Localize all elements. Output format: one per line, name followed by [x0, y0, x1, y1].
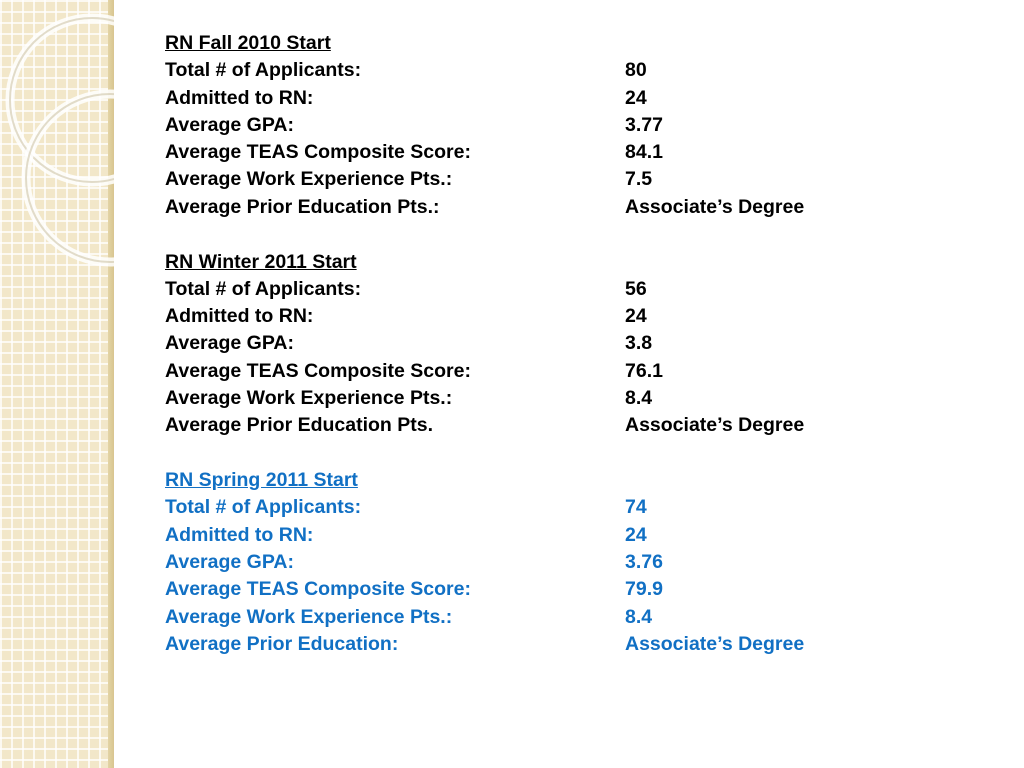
section-rn-spring-2011	[165, 467, 925, 658]
slide-content	[165, 30, 925, 686]
stat-label: Average Prior Education Pts.	[165, 414, 434, 437]
stat-row-prior-education	[165, 631, 925, 658]
stat-row-prior-education	[165, 412, 925, 439]
stat-row-admitted	[165, 85, 925, 112]
stat-row-teas	[165, 576, 925, 603]
stat-value: 80	[625, 59, 647, 82]
stat-value: 56	[625, 277, 647, 300]
stat-label: Average Work Experience Pts.:	[165, 168, 453, 191]
stat-value: 3.77	[625, 113, 663, 136]
stat-label: Average Prior Education Pts.:	[165, 195, 440, 218]
decorative-side-panel	[0, 0, 114, 768]
stat-label: Average GPA:	[165, 113, 294, 136]
stat-label: Total # of Applicants:	[165, 496, 362, 519]
section-title: RN Fall 2010 Start	[165, 32, 331, 54]
stat-label: Admitted to RN:	[165, 305, 314, 328]
stat-row-applicants	[165, 494, 925, 521]
stat-value: 76.1	[625, 359, 663, 382]
stat-label: Average GPA:	[165, 551, 294, 574]
stat-value: 8.4	[625, 387, 653, 410]
stat-label: Average Prior Education:	[165, 632, 399, 655]
stat-row-admitted	[165, 522, 925, 549]
section-title: RN Spring 2011 Start	[165, 469, 358, 492]
stat-label: Average GPA:	[165, 332, 294, 355]
stat-label: Average TEAS Composite Score:	[165, 141, 471, 164]
stat-row-gpa	[165, 549, 925, 576]
stat-value: Associate’s Degree	[625, 195, 805, 218]
stat-label: Admitted to RN:	[165, 86, 314, 109]
section-rn-fall-2010	[165, 30, 925, 221]
stat-row-admitted	[165, 303, 925, 330]
stat-value: 24	[625, 86, 647, 109]
stat-value: 84.1	[625, 141, 663, 164]
decorative-rings-icon	[0, 0, 114, 768]
stat-row-prior-education	[165, 194, 925, 221]
stat-value: 24	[625, 305, 647, 328]
stat-value: 8.4	[625, 605, 653, 628]
stat-row-applicants	[165, 57, 925, 84]
stat-value: 3.8	[625, 332, 653, 355]
stat-label: Average Work Experience Pts.:	[165, 387, 453, 410]
stat-value: 7.5	[625, 168, 653, 191]
stat-row-gpa	[165, 112, 925, 139]
stat-row-work-experience	[165, 166, 925, 193]
stat-value: 24	[625, 523, 647, 546]
stat-label: Average Work Experience Pts.:	[165, 605, 453, 628]
stat-label: Average TEAS Composite Score:	[165, 359, 471, 382]
stat-row-teas	[165, 139, 925, 166]
section-rn-winter-2011	[165, 249, 925, 440]
stat-row-gpa	[165, 330, 925, 357]
stat-value: 74	[625, 496, 647, 519]
stat-value: Associate’s Degree	[625, 632, 805, 655]
stat-label: Average TEAS Composite Score:	[165, 578, 471, 601]
stat-value: Associate’s Degree	[625, 414, 805, 437]
stat-row-work-experience	[165, 604, 925, 631]
section-title: RN Winter 2011 Start	[165, 250, 357, 273]
stat-value: 3.76	[625, 551, 663, 574]
stat-label: Total # of Applicants:	[165, 277, 362, 300]
stat-row-applicants	[165, 276, 925, 303]
stat-row-work-experience	[165, 385, 925, 412]
stat-row-teas	[165, 358, 925, 385]
stat-label: Admitted to RN:	[165, 523, 314, 546]
stat-value: 79.9	[625, 578, 663, 601]
stat-label: Total # of Applicants:	[165, 59, 362, 82]
